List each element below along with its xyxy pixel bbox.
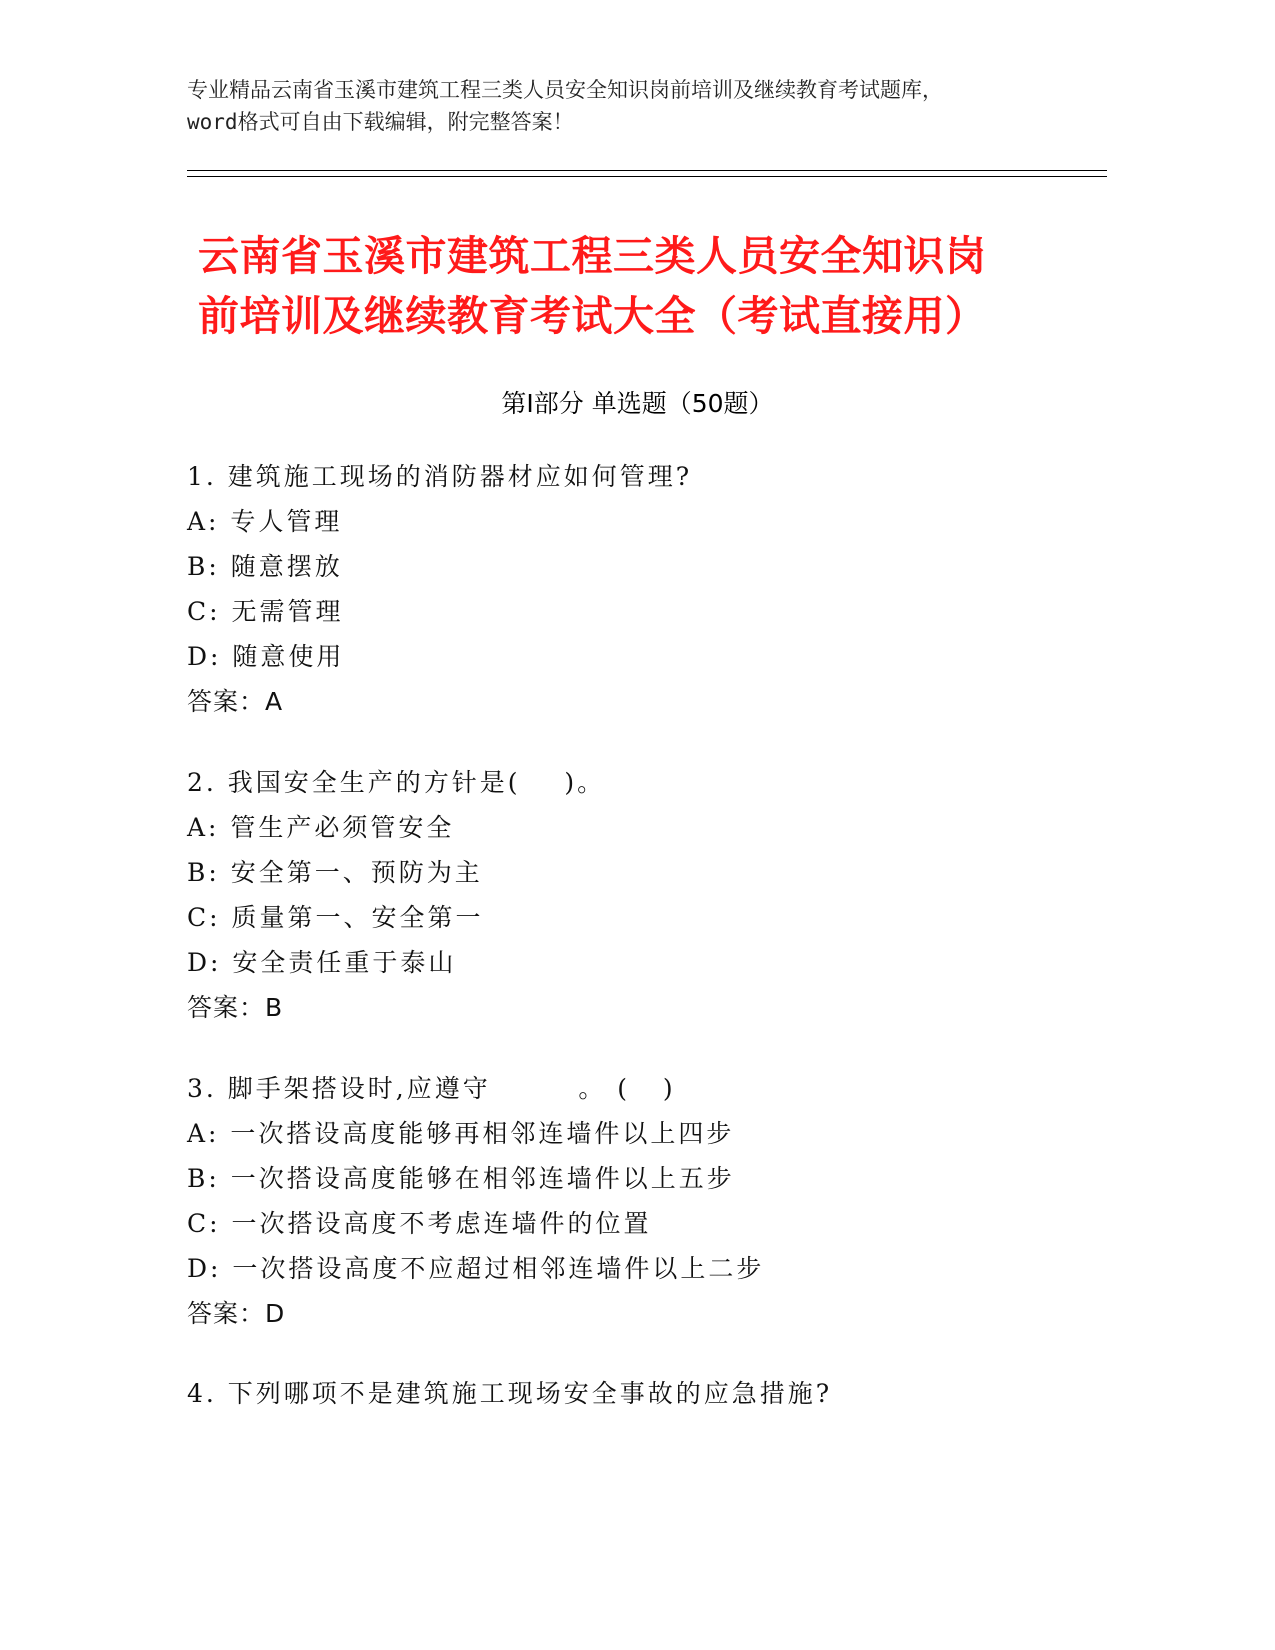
option-c: C: 一次搭设高度不考虑连墙件的位置 [187, 1209, 652, 1238]
option-d: D: 随意使用 [187, 642, 345, 671]
option-b: B: 安全第一、预防为主 [187, 858, 483, 887]
document-title [198, 226, 1098, 346]
header-rule-bottom [187, 176, 1107, 177]
header-note [187, 74, 1087, 138]
section-heading: 第Ⅰ部分 单选题（50题） [501, 389, 774, 418]
header-note-line-1: 专业精品云南省玉溪市建筑工程三类人员安全知识岗前培训及继续教育考试题库， [187, 78, 943, 102]
answer: 答案：A [187, 687, 284, 716]
answer: 答案：B [187, 993, 284, 1022]
option-b: B: 随意摆放 [187, 552, 343, 581]
option-c: C: 无需管理 [187, 597, 344, 626]
option-a: A: 专人管理 [187, 507, 343, 536]
title-line-1: 云南省玉溪市建筑工程三类人员安全知识岗 [198, 232, 987, 280]
option-b: B: 一次搭设高度能够在相邻连墙件以上五步 [187, 1164, 735, 1193]
question-stem: 2. 我国安全生产的方针是( )。 [187, 768, 606, 797]
question-stem: 3. 脚手架搭设时,应遵守 。 ( ) [187, 1074, 676, 1103]
question-1 [187, 454, 1087, 724]
title-line-2: 前培训及继续教育考试大全（考试直接用） [198, 292, 987, 340]
question-4 [187, 1371, 1087, 1416]
header-rule-top [187, 170, 1107, 171]
header-note-line-2: word格式可自由下载编辑，附完整答案！ [187, 110, 574, 134]
question-2 [187, 760, 1087, 1030]
option-a: A: 一次搭设高度能够再相邻连墙件以上四步 [187, 1119, 735, 1148]
option-c: C: 质量第一、安全第一 [187, 903, 484, 932]
option-d: D: 安全责任重于泰山 [187, 948, 457, 977]
option-d: D: 一次搭设高度不应超过相邻连墙件以上二步 [187, 1254, 765, 1283]
question-stem: 1. 建筑施工现场的消防器材应如何管理? [187, 462, 693, 491]
question-stem: 4. 下列哪项不是建筑施工现场安全事故的应急措施? [187, 1379, 833, 1408]
option-a: A: 管生产必须管安全 [187, 813, 455, 842]
question-3 [187, 1066, 1087, 1336]
answer: 答案：D [187, 1299, 286, 1328]
